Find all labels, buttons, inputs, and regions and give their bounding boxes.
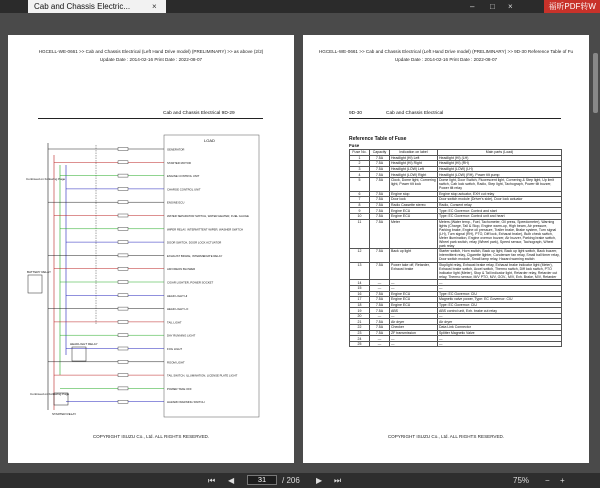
last-page-button[interactable]: ⏭: [334, 476, 342, 485]
load-label: CIGAR LIGHTER, POWER SOCKET: [167, 280, 214, 285]
load-label: DOOR SWITCH, DOOR LOCK ACTUATOR: [167, 240, 222, 245]
table-row: [350, 262, 562, 280]
table-cell: Engine ECU: [390, 208, 438, 214]
fuse-symbol: [118, 294, 128, 297]
zoom-out-button[interactable]: −: [545, 476, 550, 485]
table-cell: —: [438, 285, 562, 291]
table-cell: 7.5A: [370, 166, 390, 172]
section-rule: [38, 118, 263, 119]
fuse-symbol: [118, 320, 128, 323]
table-cell: 13: [350, 262, 370, 280]
table-cell: 1: [350, 155, 370, 161]
table-cell: 7.5A: [370, 161, 390, 167]
maximize-button[interactable]: □: [490, 2, 495, 11]
table-cell: 7: [350, 197, 370, 203]
fuse-symbol: [118, 267, 128, 270]
load-label: HAZARD WARNING SWITCH: [167, 400, 205, 405]
load-label: CHARGE CONTROL UNIT: [167, 187, 201, 192]
load-label: ENGINE CONTROL UNIT: [167, 174, 200, 179]
document-tab[interactable]: [28, 0, 166, 13]
table-cell: 23: [350, 330, 370, 336]
title-bar: [0, 0, 600, 13]
column-header: Fuse No.: [350, 150, 370, 156]
table-cell: 7.5A: [370, 262, 390, 280]
tab-title: Cab and Chassis Electric...: [34, 2, 131, 11]
table-cell: 5: [350, 177, 370, 191]
section-rule: [349, 118, 561, 119]
table-cell: 14: [350, 280, 370, 286]
table-cell: 17: [350, 297, 370, 303]
table-cell: 7.5A: [370, 319, 390, 325]
fuse-symbol: [118, 161, 128, 164]
table-cell: 7.5A: [370, 330, 390, 336]
table-subtitle: Fuse: [349, 143, 360, 148]
page-footer: COPYRIGHT ISUZU Co., Ltd. ALL RIGHTS RESERVED.: [92, 434, 210, 439]
table-cell: 11: [350, 219, 370, 249]
fuse-symbol: [118, 241, 128, 244]
starter-relay-label: STARTER RELAY: [52, 412, 77, 416]
load-header: LOAD: [204, 138, 215, 143]
total-pages: / 206: [282, 476, 300, 485]
fuse-symbol: [118, 347, 128, 350]
load-label: HEAD LIGHT HI: [167, 293, 188, 298]
load-label: STARTER MOTOR: [167, 160, 191, 165]
table-cell: Engine ECU: [390, 291, 438, 297]
table-cell: 3: [350, 166, 370, 172]
tab-close-icon[interactable]: ×: [152, 2, 157, 11]
fuse-symbol: [118, 374, 128, 377]
fuse-symbol: [118, 400, 128, 403]
continued-bottom-label: Continued on Following Page: [30, 392, 70, 396]
load-label: TAIL LIGHT: [167, 320, 182, 325]
table-cell: 24: [350, 336, 370, 342]
table-cell: 7.5A: [370, 297, 390, 303]
table-cell: 7.5A: [370, 172, 390, 178]
table-cell: —: [438, 341, 562, 347]
table-cell: 8: [350, 202, 370, 208]
table-cell: Radio Cassette stereo: [390, 202, 438, 208]
table-cell: 7.5A: [370, 197, 390, 203]
load-label: ENGINE ECU: [167, 200, 185, 205]
table-cell: 7.5A: [370, 213, 390, 219]
load-label: FOG LIGHT: [167, 347, 183, 351]
table-cell: Dome light, Door Switch, Fluorescent light, Cornering & Step light, Up limit switch, Cab lock switch, Radio, Step light, Tachograph, Power tilt buzzer, Power tilt relay: [438, 177, 562, 191]
zoom-in-button[interactable]: +: [560, 476, 565, 485]
table-title: Reference Table of Fuse: [349, 136, 407, 142]
fuse-symbol: [118, 214, 128, 217]
fuse-symbol: [118, 148, 128, 151]
table-cell: 22: [350, 325, 370, 331]
table-cell: 15: [350, 285, 370, 291]
table-cell: 7.5A: [370, 191, 390, 197]
table-cell: Headlight (HI) (LH): [438, 155, 562, 161]
load-label: WATER SEPARATOR SWITCH, WATER HEATER, FUEL GAUGE: [167, 214, 249, 218]
table-cell: —: [370, 285, 390, 291]
table-cell: Engine ECU: [390, 213, 438, 219]
table-cell: —: [390, 336, 438, 342]
brand-label: 福昕PDF转W: [548, 2, 596, 11]
page-dates: Update Date : 2014-02-16 Print Date : 2022-08-07: [99, 57, 203, 62]
fuse-symbol: [118, 360, 128, 363]
table-cell: Headlight (HI) (RH): [438, 161, 562, 167]
table-cell: Type: EC Governor: Control and start: [438, 208, 562, 214]
page-number-input[interactable]: [247, 475, 277, 485]
table-cell: Checker: [390, 325, 438, 331]
zoom-level[interactable]: 75%: [513, 476, 530, 485]
table-cell: Headlight (LOW) (RH), Power tilt pump: [438, 172, 562, 178]
table-cell: 7.5A: [370, 208, 390, 214]
section-title: Cab and Chassis Electrical 9D-29: [163, 111, 235, 116]
table-cell: Power take off, Retarder, Exhaust brake: [390, 262, 438, 280]
table-cell: 7.5A: [370, 202, 390, 208]
table-cell: ABS: [390, 308, 438, 314]
table-cell: ZF transmission: [390, 330, 438, 336]
table-cell: Headlight (HI) Right: [390, 161, 438, 167]
table-cell: Headlight (LOW) (LH): [438, 166, 562, 172]
table-cell: 7.5A: [370, 219, 390, 249]
table-cell: 2: [350, 161, 370, 167]
table-cell: 18: [350, 302, 370, 308]
table-cell: 7.5A: [370, 291, 390, 297]
table-cell: Clock, Dome light, Cornering light, Power tilt lock: [390, 177, 438, 191]
close-window-button[interactable]: ×: [508, 2, 513, 11]
load-label: HEAD LIGHT LO: [167, 307, 189, 312]
table-cell: 7.5A: [370, 325, 390, 331]
table-cell: Air dryer: [438, 319, 562, 325]
fuse-symbol: [118, 254, 128, 257]
table-cell: 25: [350, 341, 370, 347]
table-cell: Data Link Connector: [438, 325, 562, 331]
table-cell: —: [390, 313, 438, 319]
fuse-symbol: [118, 334, 128, 337]
table-cell: Type: EC Governor: CIU: [438, 291, 562, 297]
page-dates: Update Date : 2014-02-16 Print Date : 2022-08-07: [394, 57, 498, 62]
table-cell: Engine ECU: [390, 302, 438, 308]
table-cell: Radio, Consent relay: [438, 202, 562, 208]
table-cell: 9: [350, 208, 370, 214]
fuse-symbol: [118, 307, 128, 310]
table-cell: 4: [350, 172, 370, 178]
table-cell: 20: [350, 313, 370, 319]
fuse-symbol: [118, 281, 128, 284]
load-label: AIR FREON BLOWER: [167, 267, 196, 272]
table-cell: 16: [350, 291, 370, 297]
page-header: HGCELL-WE-0661 >> Cab and Chassis Electrical (Left Hand Drive model) (PRELIMINARY) >> 9D-30 Reference Table of Fu: [318, 49, 574, 54]
table-cell: 6: [350, 191, 370, 197]
headlight-relay-label: HEADLIGHT RELAY: [70, 342, 98, 346]
table-cell: Headlight (LOW) Right: [390, 172, 438, 178]
column-header: Capacity: [370, 150, 390, 156]
fuse-symbol: [118, 201, 128, 204]
table-cell: 10: [350, 213, 370, 219]
load-label: TAIL SWITCH, ILLUMINATION, LICENSE PLATE LIGHT: [167, 373, 238, 378]
load-label: GENERATOR: [167, 147, 185, 152]
fuse-symbol: [118, 227, 128, 230]
fuse-symbol: [118, 187, 128, 190]
table-cell: 21: [350, 319, 370, 325]
table-cell: —: [370, 336, 390, 342]
wiring-diagram: [26, 125, 266, 425]
pdf-convert-button[interactable]: [544, 0, 600, 13]
headlight-relay-symbol: [72, 347, 86, 361]
table-cell: 7.5A: [370, 155, 390, 161]
page-footer: COPYRIGHT ISUZU Co., Ltd. ALL RIGHTS RESERVED.: [387, 434, 505, 439]
table-cell: Engine stop: [390, 191, 438, 197]
table-cell: 7.5A: [370, 249, 390, 263]
column-header: Main parts (Load): [438, 150, 562, 156]
table-cell: 7.5A: [370, 308, 390, 314]
table-cell: Headlight (LOW) Left: [390, 166, 438, 172]
table-cell: Starter switch, Horn switch, Back up light, Back up light switch, Back buzzer, Intermittent relay, Cigarette lighter, Condenser fan relay, Small ball timer relay, Door switch module, Small lamp relay, Hazard warning switch: [439, 249, 560, 262]
table-cell: —: [438, 336, 562, 342]
load-label: ROOM LIGHT: [167, 360, 185, 365]
load-label: WIPER RELAY, INTERMITTENT WIPER, WASHER SWITCH: [167, 227, 244, 232]
table-cell: Splitter Magnetic Valve: [438, 330, 562, 336]
first-page-button[interactable]: ⏮: [208, 476, 216, 485]
load-label: POWER TAKE OFF: [167, 386, 192, 391]
table-cell: 19: [350, 308, 370, 314]
table-cell: —: [370, 313, 390, 319]
table-cell: Stoplight relay, Exhaust brake relay, Exhaust brake indicator light (Meter), Exhaust brake switch, Accel switch, Thermo switch, Diff lock switch, PTO indicator light (Meter), Stop & Tail indicator light, Retarder relay, Retarder cut relay, Thermo sensor, M/V PTO, M/V, GOV., M/V, Exh. Brake, M/V, Retarder: [438, 262, 562, 280]
table-cell: Engine ECU: [390, 297, 438, 303]
table-cell: —: [438, 313, 562, 319]
table-cell: —: [390, 341, 438, 347]
pdf-page-left: [8, 35, 294, 463]
table-cell: —: [438, 280, 562, 286]
table-cell: Type: EC Governor: CIU: [438, 302, 562, 308]
fuse-symbol: [118, 387, 128, 390]
minimize-button[interactable]: –: [470, 2, 475, 11]
table-row: [350, 177, 562, 191]
table-cell: ABS control unit, Exh. brake cut relay: [438, 308, 562, 314]
table-cell: —: [390, 280, 438, 286]
page-header: HGCELL-WE-0661 >> Cab and Chassis Electrical (Left Hand Drive model) (PRELIMINARY) >> as above (2/2): [38, 49, 264, 54]
table-cell: 7.5A: [370, 302, 390, 308]
table-cell: 7.5A: [370, 177, 390, 191]
table-row: [350, 249, 562, 263]
table-cell: Meters (Water temp., Fuel, Tachometer, Oil press, Speedometer), Warning lights (Charge, Tail & Stop, Engine warm-up, High beam, Air pressure, Parking brake, Engine oil pressure, Trailer brake, Brake system, Turn signal (LH), Turn signal (RH), PTO, Diff lock, Exhaust brake), Bulb check switch, Meter illumination, Engine overrun buzzer, Air buzzer, Parking brake switch, Wheel park switch, relay (Wheel park), Speed sensor, Tachograph, Wheel park relay: [438, 219, 562, 249]
load-label: EXHAUST BRAKE, INTERMEDIATE RELAY: [167, 253, 223, 258]
table-row: [350, 341, 562, 347]
vertical-scrollbar[interactable]: [593, 53, 598, 113]
table-cell: 12: [350, 249, 370, 263]
table-cell: Magnetic valve power, Type: EC Governor: CIU: [438, 297, 562, 303]
fuse-symbol: [118, 174, 128, 177]
table-cell: Air dryer: [390, 319, 438, 325]
section-title: Cab and Chassis Electrical: [386, 111, 444, 116]
pdf-page-right: [303, 35, 589, 463]
table-cell: Headlight (HI) Left: [390, 155, 438, 161]
table-cell: Meter: [390, 219, 438, 249]
prev-page-button[interactable]: ◀: [228, 476, 235, 485]
pdf-viewer[interactable]: [0, 13, 600, 473]
load-label: DAY RUNNING LIGHT: [167, 333, 196, 338]
table-row: [350, 219, 562, 249]
table-cell: Door switch module (Driver's side), Door lock actuator: [438, 197, 562, 203]
fuse-table: [349, 149, 562, 347]
column-header: Indication on label: [390, 150, 438, 156]
bottom-toolbar: [0, 473, 600, 488]
table-cell: —: [370, 280, 390, 286]
table-cell: Back up light: [390, 249, 438, 263]
table-cell: —: [370, 341, 390, 347]
continued-top-label: Continued on Following Page: [26, 177, 66, 181]
table-cell: Type: EC Governor: Control unit and heart: [438, 213, 562, 219]
table-cell: Engine stop actuator, EXH cut relay: [438, 191, 562, 197]
table-cell: Door lock: [390, 197, 438, 203]
battery-relay-symbol: [28, 275, 42, 293]
next-page-button[interactable]: ▶: [316, 476, 323, 485]
battery-relay-label: BATTERY RELAY: [27, 270, 51, 274]
section-number: 9D-30: [349, 111, 363, 116]
table-cell: —: [390, 285, 438, 291]
